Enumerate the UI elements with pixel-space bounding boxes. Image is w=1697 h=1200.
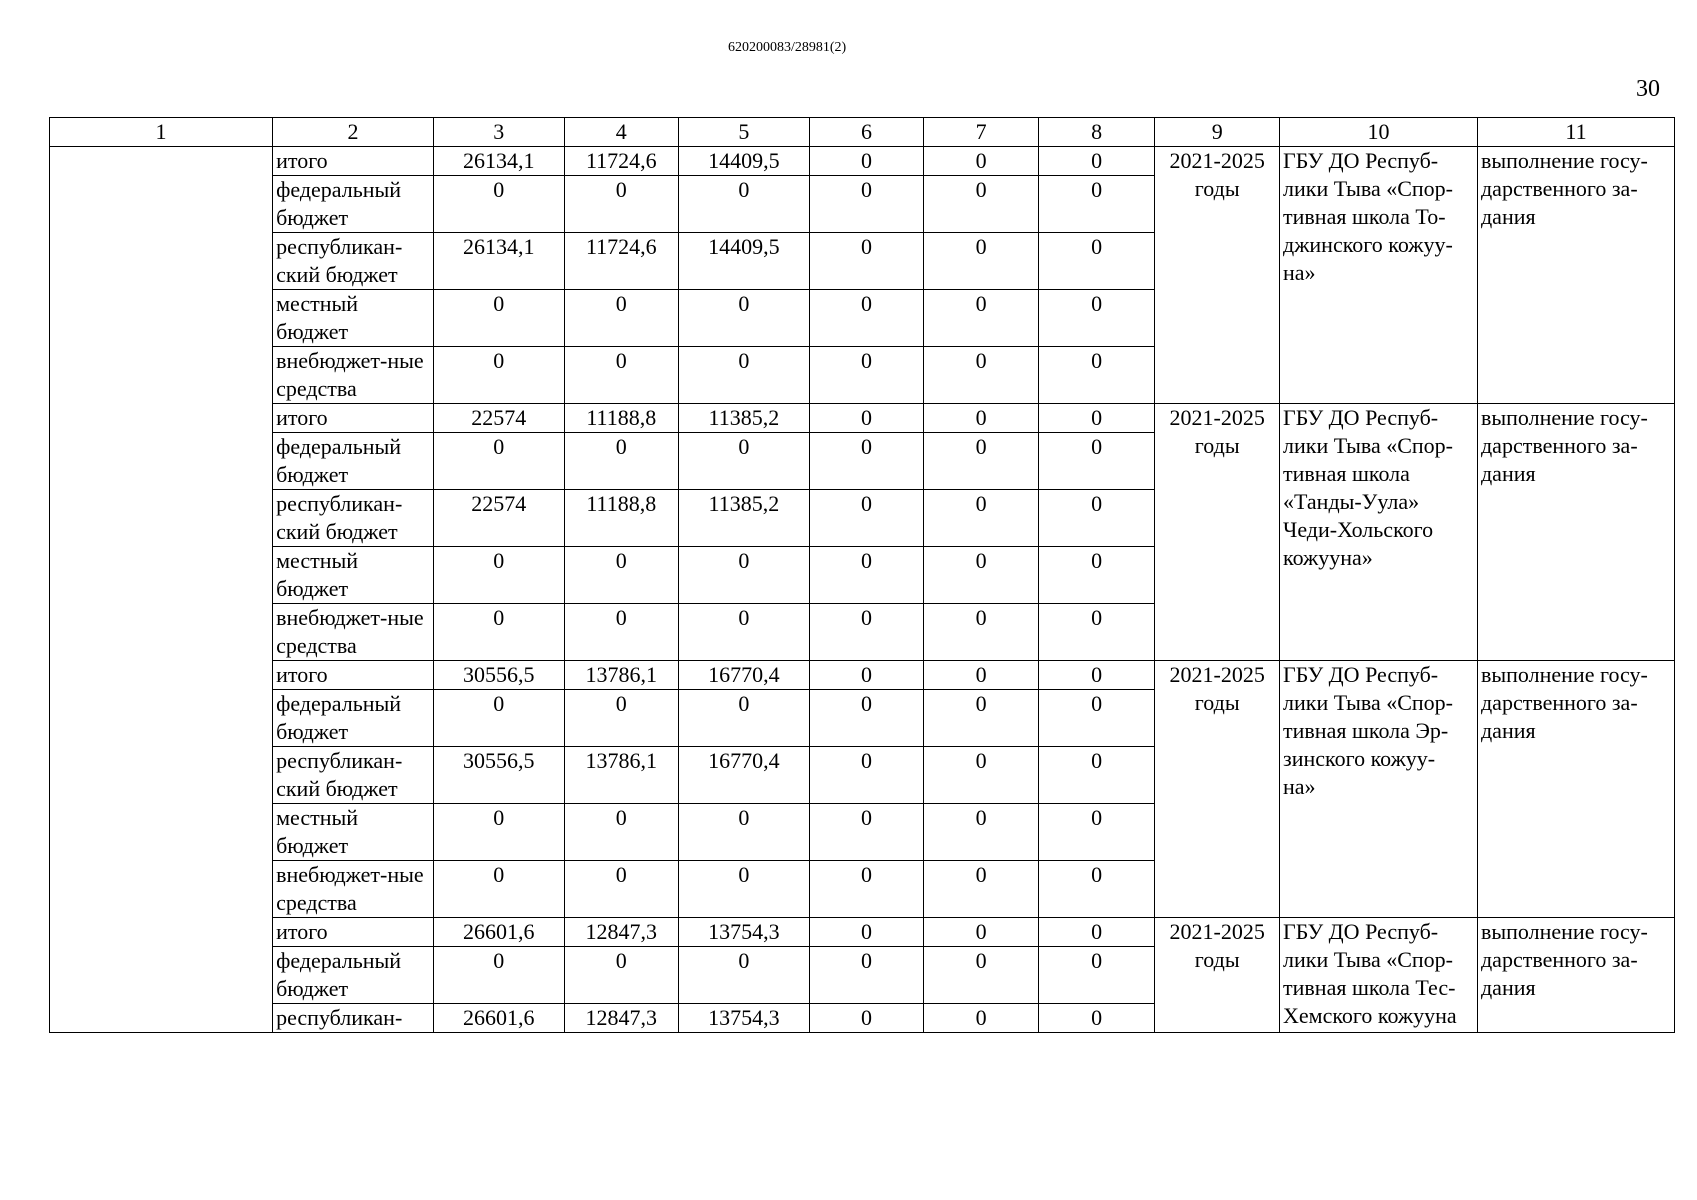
amount-cell: 0 (1038, 433, 1155, 490)
funding-source-label: внебюджет-ные средства (273, 347, 434, 404)
header-cell: 9 (1155, 118, 1280, 147)
amount-cell: 0 (924, 347, 1039, 404)
amount-cell: 0 (564, 176, 679, 233)
amount-cell: 0 (809, 947, 924, 1004)
header-cell: 1 (50, 118, 273, 147)
funding-source-label: федеральный бюджет (273, 176, 434, 233)
amount-cell: 26134,1 (433, 147, 564, 176)
result-cell: выполнение госу- дарственного за- дания (1477, 661, 1674, 918)
amount-cell: 0 (433, 547, 564, 604)
funding-source-label: республикан-ский бюджет (273, 233, 434, 290)
amount-cell: 26134,1 (433, 233, 564, 290)
table-body (50, 147, 1675, 1033)
amount-cell: 0 (924, 804, 1039, 861)
amount-cell: 0 (924, 690, 1039, 747)
amount-cell: 13786,1 (564, 661, 679, 690)
amount-cell: 11385,2 (679, 404, 810, 433)
amount-cell: 0 (809, 747, 924, 804)
funding-source-label: местный бюджет (273, 290, 434, 347)
amount-cell: 0 (809, 1004, 924, 1033)
amount-cell: 0 (1038, 1004, 1155, 1033)
amount-cell: 0 (433, 804, 564, 861)
amount-cell: 0 (1038, 233, 1155, 290)
amount-cell: 0 (1038, 176, 1155, 233)
amount-cell: 14409,5 (679, 233, 810, 290)
amount-cell: 0 (924, 861, 1039, 918)
amount-cell: 11385,2 (679, 490, 810, 547)
amount-cell: 0 (564, 604, 679, 661)
table-row (50, 918, 1675, 947)
amount-cell: 0 (433, 861, 564, 918)
funding-source-label: федеральный бюджет (273, 433, 434, 490)
funding-source-label: местный бюджет (273, 547, 434, 604)
amount-cell: 13754,3 (679, 918, 810, 947)
amount-cell: 0 (679, 861, 810, 918)
amount-cell: 0 (679, 176, 810, 233)
amount-cell: 26601,6 (433, 918, 564, 947)
amount-cell: 0 (679, 433, 810, 490)
amount-cell: 0 (564, 861, 679, 918)
header-cell: 5 (679, 118, 810, 147)
header-cell: 3 (433, 118, 564, 147)
amount-cell: 14409,5 (679, 147, 810, 176)
amount-cell: 0 (809, 690, 924, 747)
table-row (50, 404, 1675, 433)
responsible-org-cell: ГБУ ДО Респуб- лики Тыва «Спор- тивная школа Эр- зинского кожуу- на» (1280, 661, 1478, 918)
amount-cell: 22574 (433, 490, 564, 547)
funding-source-label: местный бюджет (273, 804, 434, 861)
amount-cell: 0 (1038, 804, 1155, 861)
amount-cell: 16770,4 (679, 661, 810, 690)
funding-source-label: внебюджет-ные средства (273, 604, 434, 661)
amount-cell: 0 (1038, 690, 1155, 747)
header-cell: 6 (809, 118, 924, 147)
amount-cell: 0 (924, 233, 1039, 290)
amount-cell: 0 (924, 918, 1039, 947)
amount-cell: 0 (1038, 861, 1155, 918)
result-cell: выполнение госу- дарственного за- дания (1477, 404, 1674, 661)
amount-cell: 0 (564, 290, 679, 347)
amount-cell: 0 (679, 604, 810, 661)
funding-source-label: республикан-ский бюджет (273, 490, 434, 547)
funding-source-label: республикан- (273, 1004, 434, 1033)
amount-cell: 30556,5 (433, 661, 564, 690)
amount-cell: 0 (433, 290, 564, 347)
amount-cell: 0 (809, 547, 924, 604)
amount-cell: 0 (564, 690, 679, 747)
amount-cell: 0 (924, 547, 1039, 604)
amount-cell: 0 (809, 404, 924, 433)
header-cell: 2 (273, 118, 434, 147)
period-cell: 2021-2025 годы (1155, 404, 1280, 661)
amount-cell: 11188,8 (564, 404, 679, 433)
amount-cell: 11188,8 (564, 490, 679, 547)
amount-cell: 0 (809, 233, 924, 290)
period-cell: 2021-2025 годы (1155, 661, 1280, 918)
budget-table (49, 117, 1675, 1033)
amount-cell: 0 (924, 1004, 1039, 1033)
amount-cell: 0 (564, 547, 679, 604)
amount-cell: 0 (809, 290, 924, 347)
header-cell: 8 (1038, 118, 1155, 147)
amount-cell: 0 (924, 433, 1039, 490)
period-cell: 2021-2025 годы (1155, 147, 1280, 404)
funding-source-label: итого (273, 918, 434, 947)
amount-cell: 0 (433, 347, 564, 404)
amount-cell: 0 (1038, 147, 1155, 176)
amount-cell: 0 (679, 690, 810, 747)
amount-cell: 0 (1038, 918, 1155, 947)
amount-cell: 30556,5 (433, 747, 564, 804)
table-row (50, 661, 1675, 690)
amount-cell: 16770,4 (679, 747, 810, 804)
amount-cell: 22574 (433, 404, 564, 433)
amount-cell: 0 (564, 947, 679, 1004)
amount-cell: 0 (809, 347, 924, 404)
amount-cell: 0 (679, 547, 810, 604)
amount-cell: 0 (1038, 547, 1155, 604)
amount-cell: 12847,3 (564, 1004, 679, 1033)
funding-source-label: итого (273, 661, 434, 690)
amount-cell: 0 (809, 661, 924, 690)
amount-cell: 0 (1038, 947, 1155, 1004)
amount-cell: 0 (809, 918, 924, 947)
result-cell: выполнение госу- дарственного за- дания (1477, 918, 1674, 1033)
funding-source-label: федеральный бюджет (273, 947, 434, 1004)
amount-cell: 13786,1 (564, 747, 679, 804)
amount-cell: 0 (1038, 490, 1155, 547)
header-cell: 7 (924, 118, 1039, 147)
amount-cell: 0 (809, 604, 924, 661)
funding-source-label: республикан-ский бюджет (273, 747, 434, 804)
amount-cell: 0 (924, 176, 1039, 233)
amount-cell: 0 (1038, 661, 1155, 690)
amount-cell: 0 (564, 804, 679, 861)
amount-cell: 0 (433, 604, 564, 661)
amount-cell: 0 (924, 290, 1039, 347)
amount-cell: 0 (679, 290, 810, 347)
amount-cell: 26601,6 (433, 1004, 564, 1033)
amount-cell: 0 (564, 433, 679, 490)
amount-cell: 0 (679, 347, 810, 404)
document-id: 620200083/28981(2) (728, 40, 847, 55)
amount-cell: 0 (1038, 604, 1155, 661)
amount-cell: 0 (924, 747, 1039, 804)
amount-cell: 0 (924, 404, 1039, 433)
responsible-org-cell: ГБУ ДО Респуб- лики Тыва «Спор- тивная школа «Танды-Уула» Чеди-Хольского кожууна» (1280, 404, 1478, 661)
amount-cell: 12847,3 (564, 918, 679, 947)
amount-cell: 0 (1038, 404, 1155, 433)
amount-cell: 0 (679, 804, 810, 861)
amount-cell: 11724,6 (564, 147, 679, 176)
funding-source-label: итого (273, 147, 434, 176)
amount-cell: 0 (924, 661, 1039, 690)
table-row (50, 147, 1675, 176)
funding-source-label: федеральный бюджет (273, 690, 434, 747)
funding-source-label: внебюджет-ные средства (273, 861, 434, 918)
header-cell: 4 (564, 118, 679, 147)
amount-cell: 0 (809, 176, 924, 233)
amount-cell: 0 (809, 861, 924, 918)
responsible-org-cell: ГБУ ДО Респуб- лики Тыва «Спор- тивная школа Тес- Хемского кожууна (1280, 918, 1478, 1033)
amount-cell: 0 (809, 804, 924, 861)
amount-cell: 0 (433, 690, 564, 747)
header-cell: 10 (1280, 118, 1478, 147)
amount-cell: 13754,3 (679, 1004, 810, 1033)
amount-cell: 0 (433, 176, 564, 233)
amount-cell: 0 (679, 947, 810, 1004)
amount-cell: 0 (564, 347, 679, 404)
result-cell: выполнение госу- дарственного за- дания (1477, 147, 1674, 404)
amount-cell: 0 (1038, 347, 1155, 404)
amount-cell: 0 (809, 147, 924, 176)
period-cell: 2021-2025 годы (1155, 918, 1280, 1033)
amount-cell: 0 (433, 947, 564, 1004)
header-cell: 11 (1477, 118, 1674, 147)
responsible-org-cell: ГБУ ДО Респуб- лики Тыва «Спор- тивная школа То- джинского кожуу- на» (1280, 147, 1478, 404)
amount-cell: 0 (809, 433, 924, 490)
funding-source-label: итого (273, 404, 434, 433)
amount-cell: 11724,6 (564, 233, 679, 290)
amount-cell: 0 (924, 947, 1039, 1004)
amount-cell: 0 (1038, 290, 1155, 347)
page-number: 30 (1636, 76, 1660, 102)
amount-cell: 0 (924, 490, 1039, 547)
amount-cell: 0 (433, 433, 564, 490)
amount-cell: 0 (809, 490, 924, 547)
amount-cell: 0 (924, 604, 1039, 661)
amount-cell: 0 (1038, 747, 1155, 804)
column-1-cell (50, 147, 273, 1033)
amount-cell: 0 (924, 147, 1039, 176)
header-row (50, 118, 1675, 147)
